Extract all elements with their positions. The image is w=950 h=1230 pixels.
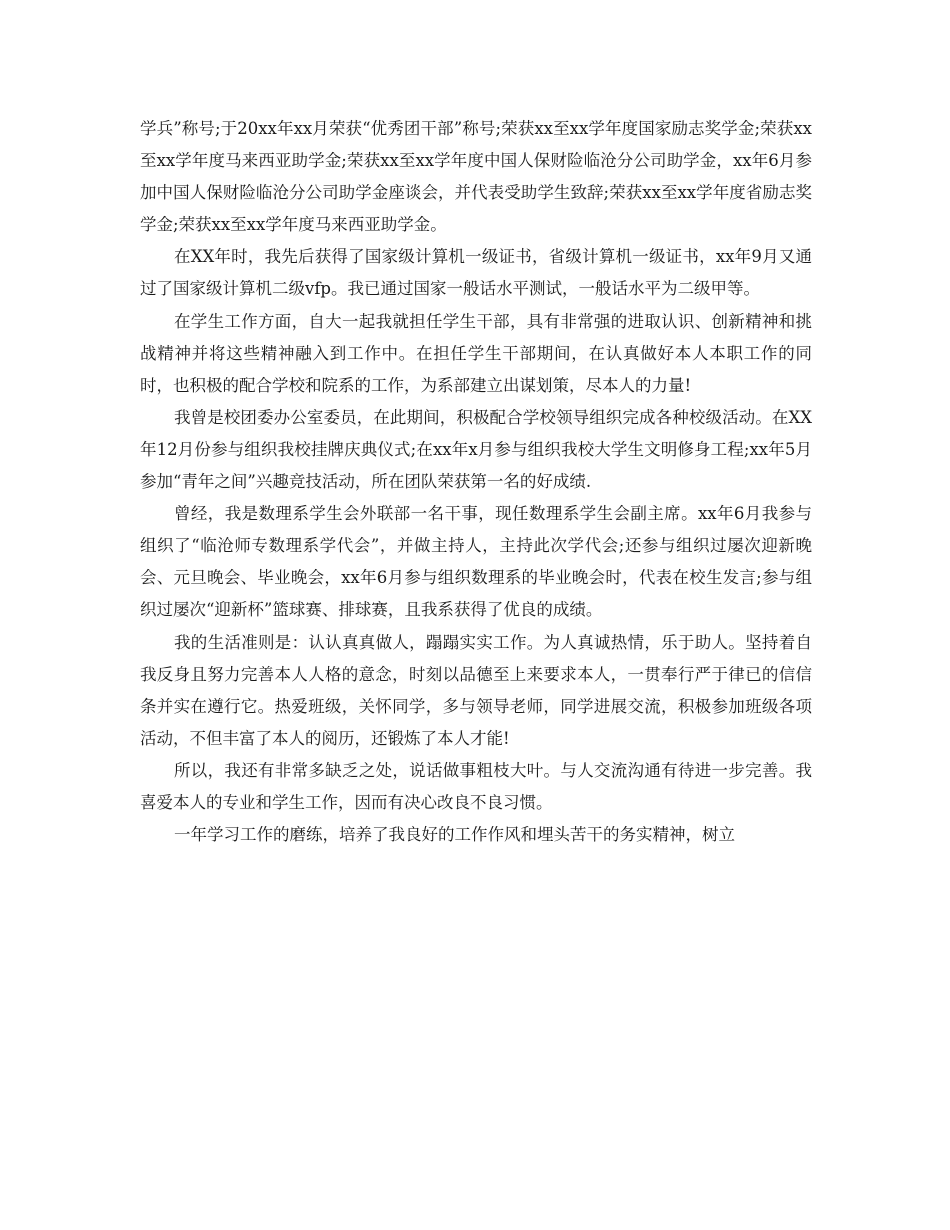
paragraph-certificates: 在XX年时，我先后获得了国家级计算机一级证书，省级计算机一级证书，xx年9月又通过了国家级计算机二级vfp。我已通过国家一般话水平测试，一般话水平为二级甲等。: [140, 247, 812, 299]
document-body: [140, 113, 812, 851]
paragraph-conclusion: 一年学习工作的磨练，培养了我良好的工作作风和埋头苦干的务实精神，树立: [174, 825, 735, 845]
paragraph-youth-league: 我曾是校团委办公室委员，在此期间，积极配合学校领导组织完成各种校级活动。在XX年12月份参与组织我校挂牌庆典仪式;在xx年x月参与组织我校大学生文明修身工程;xx年5月参加“青年之间”兴趣竞技活动，所在团队荣获第一名的好成绩.: [140, 407, 812, 492]
paragraph-shortcomings: 所以，我还有非常多缺乏之处，说话做事粗枝大叶。与人交流沟通有待进一步完善。我喜爱本人的专业和学生工作，因而有决心改良不良习惯。: [140, 760, 812, 812]
paragraph-student-union: 曾经，我是数理系学生会外联部一名干事，现任数理系学生会副主席。xx年6月我参与组织了“临沧师专数理系学代会”，并做主持人，主持此次学代会;还参与组织过屡次迎新晚会、元旦晚会、毕业晚会，xx年6月参与组织数理系的毕业晚会时，代表在校生发言;参与组织过屡次“迎新杯”篮球赛、排球赛，且我系获得了优良的成绩。: [140, 504, 812, 620]
paragraph-life-principles: 我的生活准则是：认认真真做人，蹋蹋实实工作。为人真诚热情，乐于助人。坚持着自我反身且努力完善本人人格的意念，时刻以品德至上来要求本人，一贯奉行严于律已的信信条并实在遵行它。热爱班级，关怀同学，多与领导老师，同学进展交流，积极参加班级各项活动，不但丰富了本人的阅历，还锻炼了本人才能!: [140, 632, 812, 748]
paragraph-awards: 学兵”称号;于20xx年xx月荣获“优秀团干部”称号;荣获xx至xx学年度国家励志奖学金;荣获xx至xx学年度马来西亚助学金;荣获xx至xx学年度中国人保财险临沧分公司助学金，xx年6月参加中国人保财险临沧分公司助学金座谈会，并代表受助学生致辞;荣获xx至xx学年度省励志奖学金;荣获xx至xx学年度马来西亚助学金。: [140, 119, 812, 235]
paragraph-student-work: 在学生工作方面，自大一起我就担任学生干部，具有非常强的进取认识、创新精神和挑战精神并将这些精神融入到工作中。在担任学生干部期间，在认真做好本人本职工作的同时，也积极的配合学校和院系的工作，为系部建立出谋划策，尽本人的力量!: [140, 311, 812, 395]
